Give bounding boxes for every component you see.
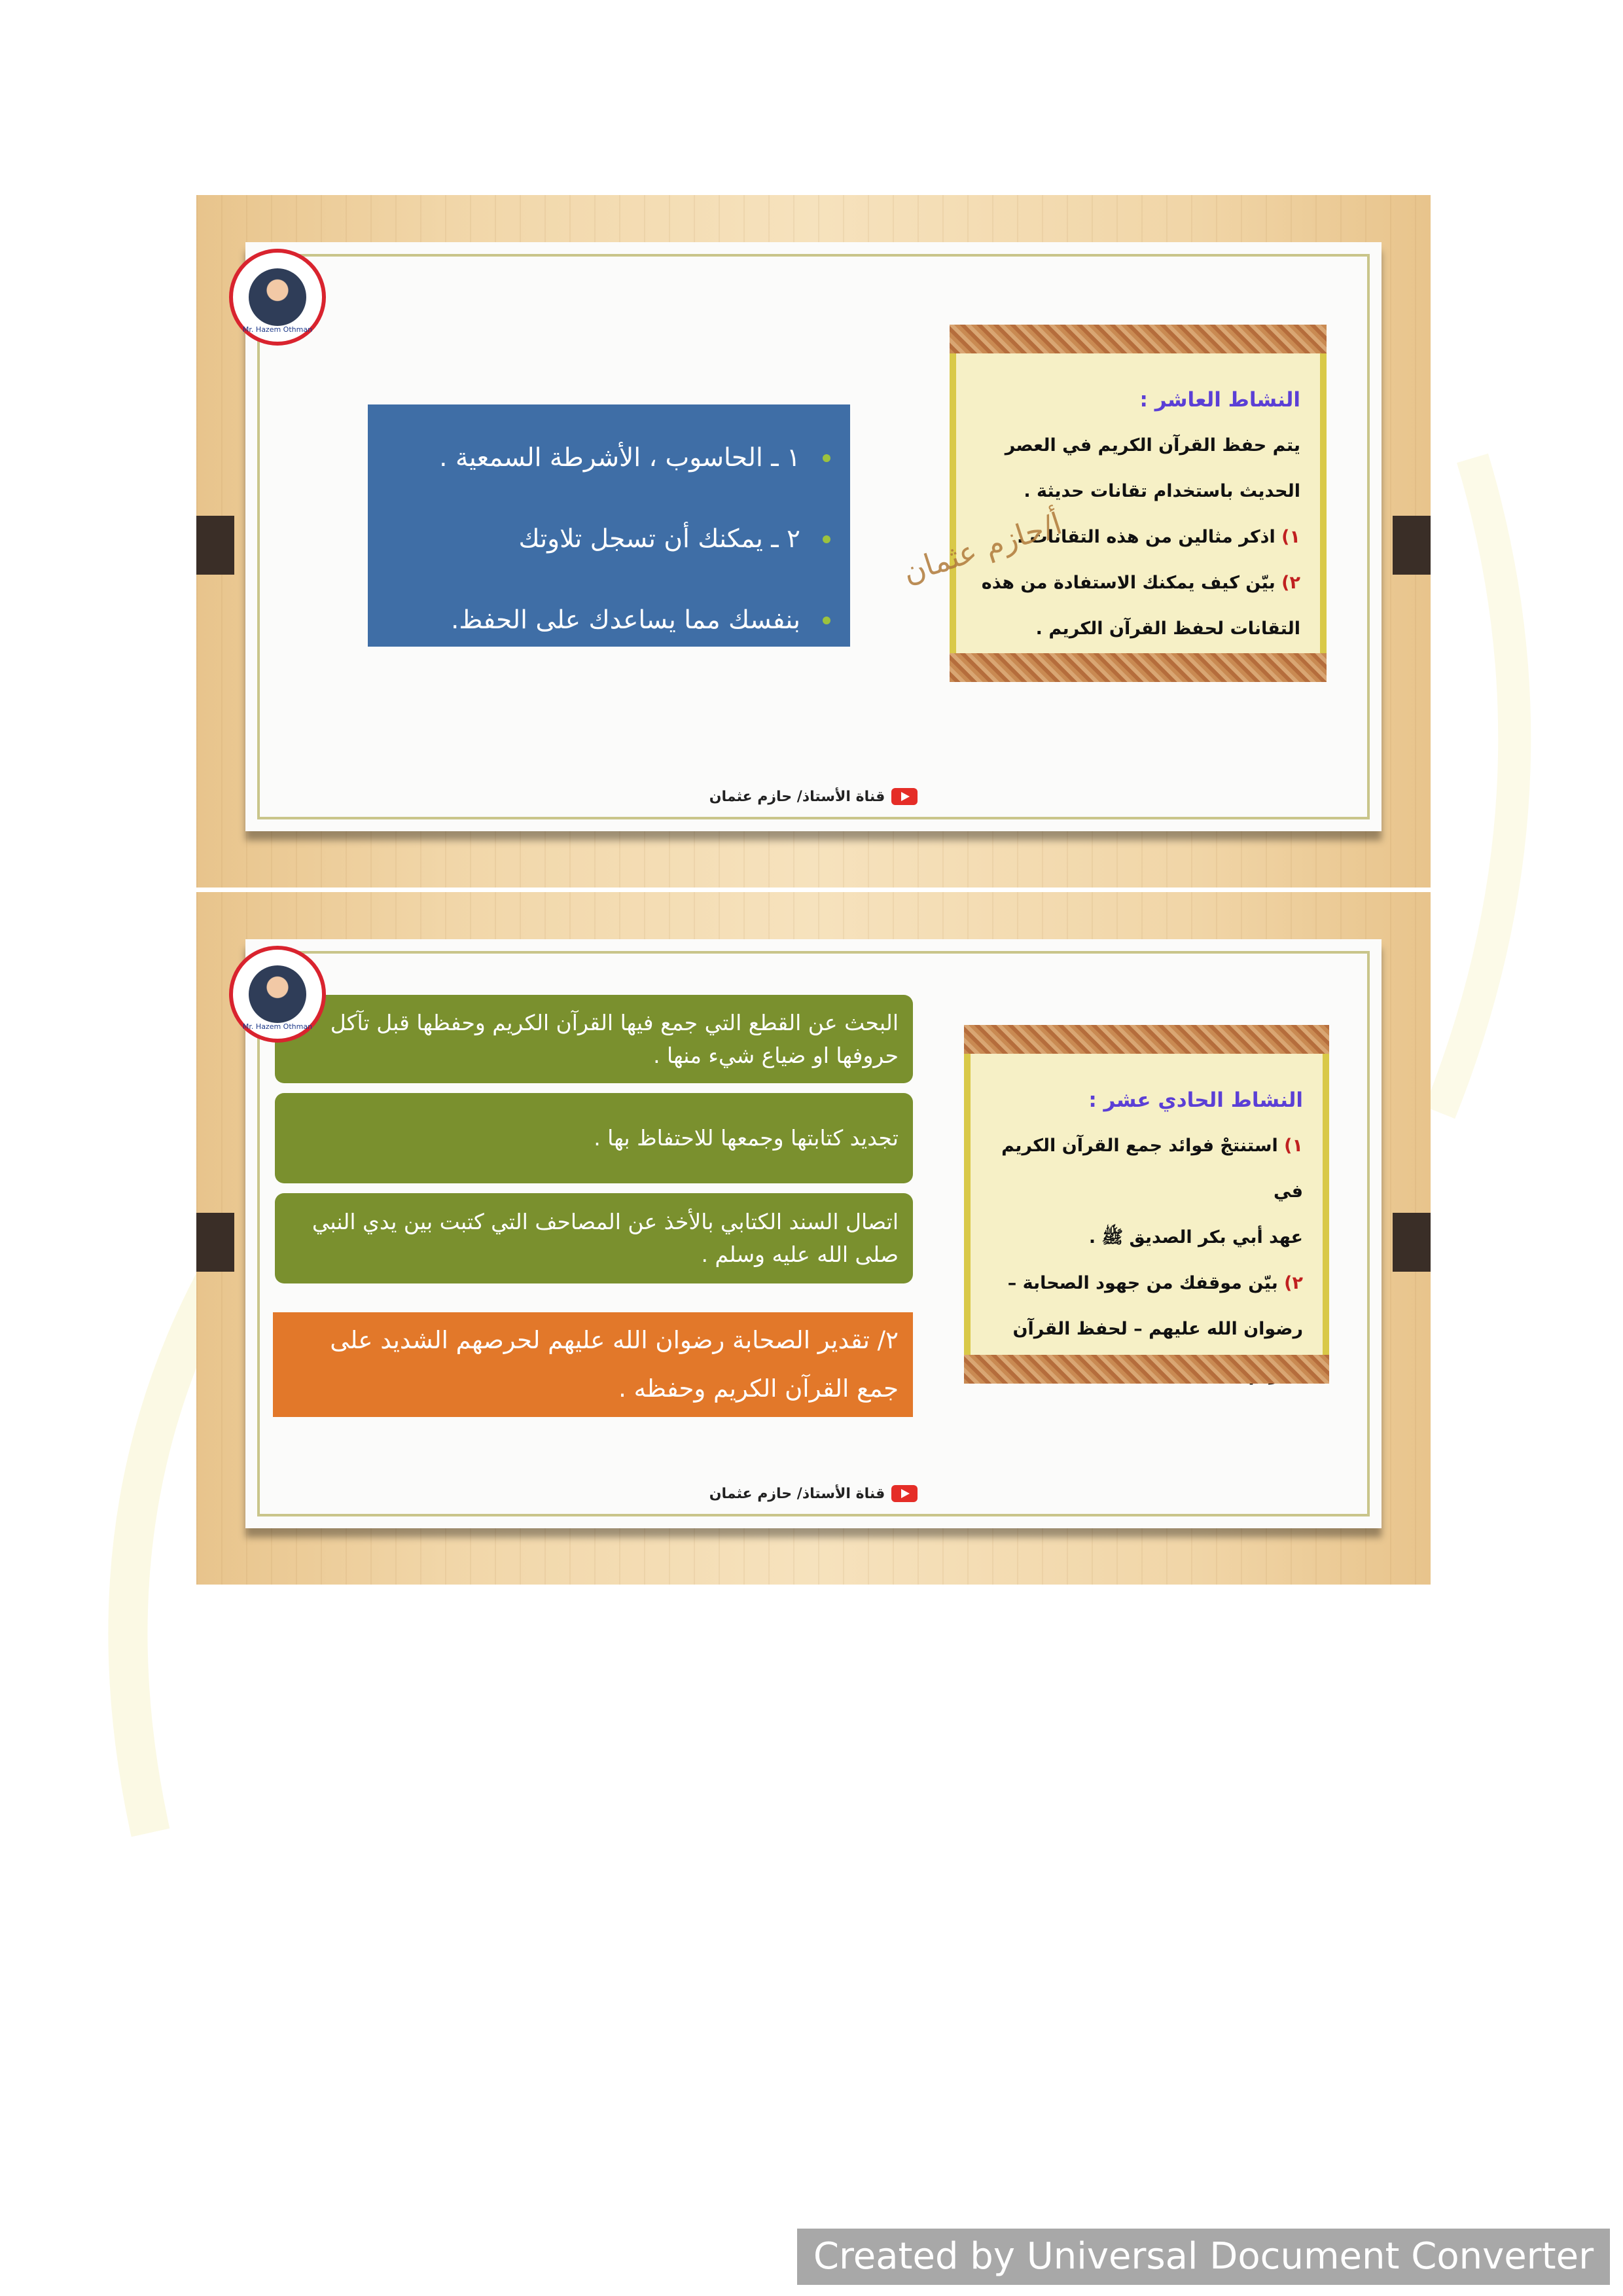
activity-title: النشاط العاشر : (1139, 388, 1300, 412)
youtube-icon (891, 1485, 918, 1502)
channel-logo (229, 249, 326, 346)
logo-text: Mr. Hazem Othman (242, 325, 313, 334)
converter-banner: Created by Universal Document Converter (797, 2229, 1610, 2285)
channel-logo (229, 946, 326, 1043)
activity-text: الحديث باستخدام تقانات حديثة . (1024, 481, 1300, 501)
item-number: ٢) (1281, 573, 1300, 593)
bullet-dot-icon (823, 454, 830, 462)
bullet-dot-icon (823, 617, 830, 624)
answer-bullet: بنفسك مما يساعدك على الحفظ. (387, 580, 830, 661)
answer-bullet: ١ ـ الحاسوب ، الأشرطة السمعية . (387, 418, 830, 499)
activity-question: التقانات لحفظ القرآن الكريم . (1035, 619, 1300, 639)
activity-question: استنتجْ فوائد جمع القرآن الكريم في (1001, 1136, 1303, 1202)
binder-clip-right (1393, 1213, 1431, 1272)
logo-text: Mr. Hazem Othman (242, 1022, 313, 1031)
channel-footer (245, 788, 1382, 805)
answer-item: تجديد كتابتها وجمعها للاحتفاظ بها . (275, 1093, 913, 1183)
activity-box (964, 1047, 1329, 1361)
activity-question: بيّن كيف يمكنك الاستفادة من هذه (981, 573, 1275, 593)
binder-clip-left (196, 1213, 234, 1272)
activity-title: النشاط الحادي عشر : (1088, 1088, 1303, 1112)
slide-card (245, 939, 1382, 1528)
bullet-dot-icon (823, 535, 830, 543)
answer-two-box: ٢/ تقدير الصحابة رضوان الله عليهم لحرصهم الشديد على جمع القرآن الكريم وحفظه . (273, 1312, 913, 1417)
handwritten-signature: أ/حازم عثمان (898, 505, 1066, 590)
answer-box (368, 404, 850, 647)
binder-clip-right (1393, 516, 1431, 575)
youtube-icon (891, 788, 918, 805)
footer-text: قناة الأستاذ/ حازم عثمان (709, 1485, 885, 1502)
channel-footer (245, 1485, 1382, 1502)
avatar (249, 965, 306, 1023)
slide-1 (196, 195, 1431, 888)
item-number: ١) (1281, 527, 1300, 547)
answer-item: اتصال السند الكتابي بالأخذ عن المصاحف التي كتبت بين يدي النبي صلى الله عليه وسلم . (275, 1193, 913, 1283)
slide-2 (196, 892, 1431, 1585)
slide-card (245, 242, 1382, 831)
activity-question: عهد أبي بكر الصديق ﷺ . (1088, 1227, 1303, 1247)
answer-item: البحث عن القطع التي جمع فيها القرآن الكريم وحفظها قبل تآكل حروفها او ضياع شيء منها . (275, 995, 913, 1083)
item-number: ١) (1284, 1136, 1303, 1156)
binder-clip-left (196, 516, 234, 575)
activity-box (950, 347, 1327, 660)
activity-question: بيّن موقفك من جهود الصحابة – (1007, 1273, 1278, 1293)
activity-question: رضوان الله عليهم – لحفظ القرآن (1012, 1319, 1303, 1339)
answer-bullet: ٢ ـ يمكنك أن تسجل تلاوتك (387, 499, 830, 580)
footer-text: قناة الأستاذ/ حازم عثمان (709, 788, 885, 805)
activity-question: اذكر مثالين من هذه التقانات . (1016, 527, 1275, 547)
item-number: ٢) (1284, 1273, 1303, 1293)
avatar (249, 268, 306, 326)
activity-text: يتم حفظ القرآن الكريم في العصر (1005, 435, 1300, 456)
